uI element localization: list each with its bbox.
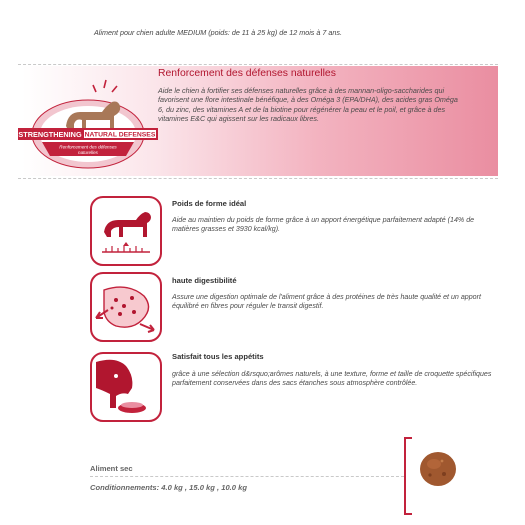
banner-divider-bottom — [18, 178, 498, 179]
badge-label-left: STRENGTHENING — [18, 130, 82, 139]
banner-text: Aide le chien à fortifier ses défenses naturelles grâce à des mannan-oligo-saccharides qui favorisent une flore intestinale bénéfique, à des Oméga 3 (EPA/DHA), des acides gras Oméga 6, du zinc, des vitamines A et de la biotine pour régénérer la peau et le poil, et grâce à des vitamines E&C qui agissent sur les radicaux libres. — [158, 86, 458, 124]
feature-text-digestibility: Assure une digestion optimale de l'aliment grâce à des protéines de très haute qualité et un apport équilibré en fibres pour réguler le transit digestif. — [172, 293, 481, 311]
badge-sub-line2: naturelles — [78, 150, 98, 155]
strengthening-badge — [18, 64, 158, 174]
kibble-image — [418, 450, 458, 488]
dog-bowl-icon — [90, 352, 162, 422]
feature-text-weight: Aide au maintien du poids de forme grâce à un apport énergétique parfaitement adapté (14% de matières grasses et 3930 kcal/kg). — [172, 216, 475, 234]
badge-label-right: NATURAL DEFENSES — [84, 131, 156, 139]
feature-text-appetite: grâce à une sélection d&rsquo;arômes naturels, à une texture, forme et taille de croquette spécifiques parfaitement conservées dans des sacs étanches sous atmosphère contrôlée. — [172, 370, 492, 388]
feature-title-digestibility: haute digestibilité — [172, 276, 237, 285]
dog-scale-icon — [90, 196, 162, 266]
product-divider — [90, 476, 404, 477]
feature-title-appetite: Satisfait tous les appétits — [172, 352, 264, 361]
badge-sub-line1: Renforcement des défenses — [59, 144, 117, 150]
product-type-title: Aliment sec — [90, 464, 133, 473]
feature-title-weight: Poids de forme idéal — [172, 199, 247, 208]
intro-text: Aliment pour chien adulte MEDIUM (poids: de 11 à 25 kg) de 12 mois à 7 ans. — [94, 28, 342, 37]
packaging-text: Conditionnements: 4.0 kg , 15.0 kg , 10.0 kg — [90, 483, 247, 492]
kibble-bracket — [404, 437, 412, 515]
digestion-icon — [90, 272, 162, 342]
banner-title: Renforcement des défenses naturelles — [158, 68, 336, 79]
